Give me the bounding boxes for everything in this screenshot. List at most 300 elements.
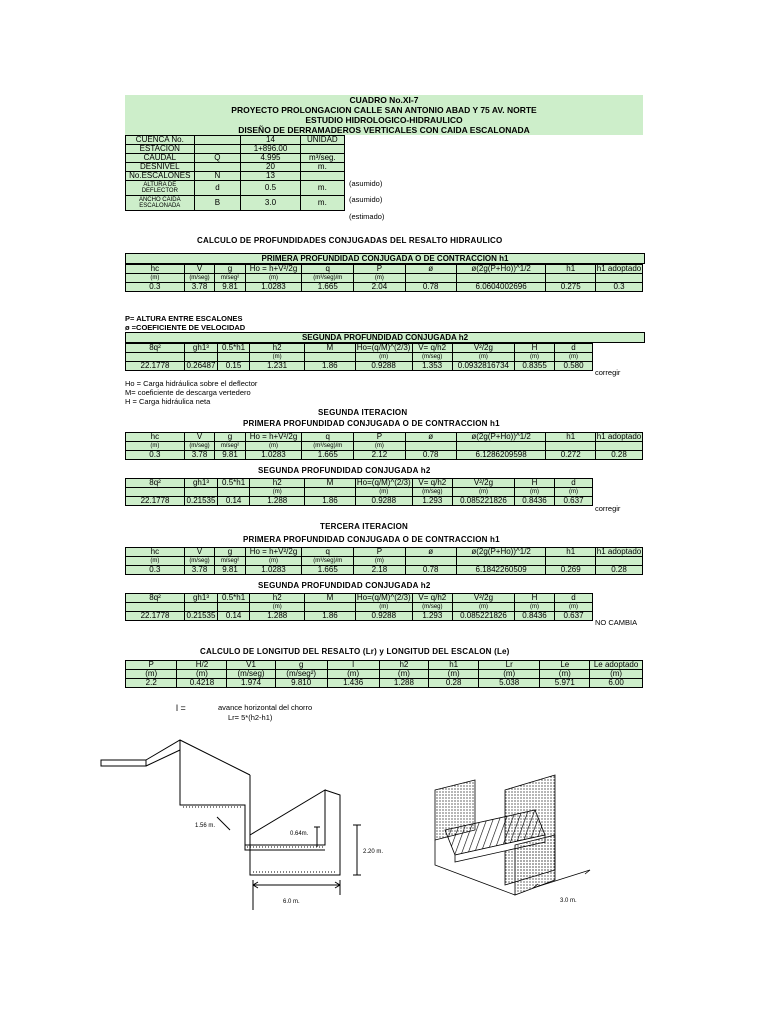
table-cell: (m): [126, 442, 185, 451]
table-cell: (m): [515, 603, 555, 612]
sheet-number: CUADRO No.XI-7: [349, 95, 419, 105]
table-cell: [217, 353, 249, 362]
table-cell: (m³/seg)/m: [302, 442, 354, 451]
first-depth-table-2: [125, 432, 643, 460]
correction-note-1: corregir: [595, 368, 621, 377]
table-cell: 1.436: [327, 679, 379, 688]
length-table: [125, 660, 643, 688]
table-cell: 6.0604002696: [456, 283, 546, 292]
data-row: [126, 283, 643, 292]
table-cell: 9.81: [215, 566, 245, 575]
table-cell: [217, 488, 249, 497]
first-depth-title-3: PRIMERA PROFUNDIDAD CONJUGADA O DE CONTRACCION h1: [243, 535, 500, 544]
table-cell: 1.0283: [245, 451, 302, 460]
table-cell: 6.00: [590, 679, 643, 688]
table-cell: [456, 557, 546, 566]
table-cell: 0.21535: [186, 611, 216, 620]
l-symbol: l =: [176, 703, 186, 713]
parameter-row: [126, 196, 345, 211]
table-cell: 1.0283: [245, 283, 302, 292]
table-cell: 1.353: [412, 362, 452, 371]
sheet-header: [125, 95, 643, 135]
study-title: ESTUDIO HIDROLOGICO-HIDRAULICO: [305, 115, 463, 125]
table-cell: 0.085221826: [452, 612, 514, 621]
table-cell: 1.293: [412, 497, 452, 506]
table-cell: (m): [250, 603, 305, 612]
table-cell: 0.3: [126, 451, 185, 460]
table-cell: m/seg²: [215, 442, 245, 451]
parameter-cell: B: [194, 196, 241, 211]
table-cell: P: [126, 661, 177, 670]
second-depth-table-2: [125, 478, 593, 506]
table-cell: m/seg²: [215, 557, 245, 566]
table-cell: (m/seg²): [275, 670, 327, 679]
table-cell: d: [555, 344, 593, 353]
table-cell: V: [184, 433, 215, 442]
table-cell: P: [354, 265, 405, 274]
table-cell: Lr: [479, 661, 540, 670]
table-cell: 0.78: [405, 283, 456, 292]
table-cell: 0.28: [429, 679, 479, 688]
parameter-cell: CAUDAL: [126, 154, 195, 163]
second-depth-table-3: [125, 593, 593, 621]
parameter-cell: m.: [300, 163, 344, 172]
section-title-conjugate: CALCULO DE PROFUNDIDADES CONJUGADAS DEL RESALTO HIDRAULICO: [197, 236, 503, 245]
table-cell: (m): [245, 274, 302, 283]
table-cell: (m): [515, 353, 555, 362]
table-cell: 0.272: [546, 451, 596, 460]
second-depth-title-2: SEGUNDA PROFUNDIDAD CONJUGADA h2: [258, 466, 431, 475]
table-cell: 2.2: [126, 679, 177, 688]
parameter-cell: 1+896.00: [241, 145, 301, 154]
parameter-row: [126, 154, 345, 163]
second-depth-table-1: [125, 343, 593, 371]
table-cell: Le adoptado: [590, 661, 643, 670]
table-cell: h1 adoptado: [596, 547, 642, 556]
table-cell: 22.1778: [126, 497, 185, 506]
table-cell: V= q/h2: [412, 344, 452, 353]
table-cell: 0.0932816734: [452, 362, 514, 371]
table-cell: (m): [354, 274, 405, 283]
table-cell: 1.288: [250, 497, 305, 506]
note-phi: ø =COEFICIENTE DE VELOCIDAD: [125, 323, 246, 332]
table-cell: (m): [452, 488, 514, 497]
table-cell: ø(2g(P+Ho))^1/2: [456, 265, 546, 274]
table-cell: 0.637: [555, 497, 593, 506]
first-depth-title-1: PRIMERA PROFUNDIDAD CONJUGADA O DE CONTRACCION h1: [125, 253, 645, 264]
dim-label-156: 1.56 m.: [195, 823, 216, 829]
table-cell: q: [302, 433, 354, 442]
table-cell: (m): [355, 603, 412, 612]
table-cell: h1: [546, 548, 596, 557]
table-cell: (m): [355, 353, 412, 362]
table-cell: 0.3: [596, 283, 643, 292]
table-cell: H: [515, 479, 555, 488]
table-cell: [126, 353, 185, 362]
table-cell: [456, 274, 546, 283]
table-cell: gh1³: [185, 344, 218, 353]
table-cell: 0.28: [596, 451, 643, 460]
second-iteration-title: SEGUNDA ITERACION: [318, 408, 408, 417]
table-cell: 1.665: [302, 451, 354, 460]
table-cell: (m/seg): [412, 488, 452, 497]
table-cell: 0.275: [546, 283, 596, 292]
units-row: [126, 670, 643, 679]
table-cell: gh1³: [185, 479, 218, 488]
table-cell: 0.28: [596, 566, 643, 575]
table-cell: 2.04: [354, 283, 405, 292]
table-cell: 6.1842260509: [456, 566, 546, 575]
table-cell: Ho=(q/M)^(2/3): [356, 343, 411, 352]
table-cell: 8q²: [126, 344, 185, 353]
table-cell: hc: [126, 433, 185, 442]
data-row: [126, 362, 593, 371]
project-title: PROYECTO PROLONGACION CALLE SAN ANTONIO ABAD Y 75 AV. NORTE: [231, 105, 537, 115]
units-row: [126, 488, 593, 497]
table-cell: P: [354, 548, 405, 557]
table-cell: 1.665: [302, 566, 354, 575]
spillway-profile-diagram: [95, 735, 425, 910]
table-cell: (m): [479, 670, 540, 679]
table-cell: (m³/seg)/m: [302, 274, 354, 283]
parameter-cell: ANCHO CAIDA ESCALONADA: [126, 196, 195, 211]
table-cell: h1: [546, 433, 596, 442]
table-cell: d: [555, 594, 593, 603]
parameter-cell: ESTACION: [126, 145, 195, 154]
table-cell: 2.12: [354, 451, 405, 460]
table-cell: (m³/seg)/m: [302, 557, 354, 566]
table-cell: 0.26487: [186, 361, 216, 370]
table-cell: m/seg²: [215, 274, 245, 283]
table-cell: V: [184, 548, 215, 557]
table-cell: 0.5*h1: [217, 344, 249, 353]
table-cell: (m): [250, 488, 305, 497]
table-cell: Le: [540, 661, 590, 670]
table-cell: 5.038: [479, 679, 540, 688]
table-cell: (m): [452, 603, 514, 612]
correction-note-2: corregir: [595, 504, 621, 513]
table-cell: (m): [429, 670, 479, 679]
header-row: [126, 479, 593, 488]
data-row: [126, 451, 643, 460]
table-cell: 0.3: [126, 283, 185, 292]
parameters-table: [125, 135, 345, 211]
parameter-cell: Q: [194, 154, 241, 163]
first-depth-table-1: [125, 264, 643, 292]
table-cell: (m): [354, 557, 405, 566]
third-iteration-title: TERCERA ITERACION: [320, 522, 408, 531]
table-cell: 0.14: [217, 612, 249, 621]
parameter-cell: UNIDAD: [300, 136, 344, 145]
parameter-cell: [194, 145, 241, 154]
table-cell: H/2: [177, 661, 227, 670]
table-cell: V: [184, 265, 215, 274]
table-cell: h1 adoptado: [596, 432, 642, 441]
dim-label-30: 3.0 m.: [560, 898, 577, 904]
table-cell: (m): [590, 670, 643, 679]
table-cell: (m): [327, 670, 379, 679]
table-cell: M: [305, 594, 356, 603]
table-cell: Ho = h+V²/2g: [245, 265, 302, 274]
table-cell: 1.231: [250, 362, 305, 371]
table-cell: Ho=(q/M)^(2/3): [356, 478, 411, 487]
table-cell: H: [515, 344, 555, 353]
table-cell: h2: [379, 661, 429, 670]
units-row: [126, 353, 593, 362]
note-ho: Ho = Carga hidráulica sobre el deflector: [125, 379, 258, 388]
table-cell: 1.0283: [245, 566, 302, 575]
table-cell: 1.86: [304, 362, 355, 371]
parameter-cell: m.: [300, 196, 344, 211]
table-cell: h2: [250, 594, 305, 603]
table-cell: V= q/h2: [412, 479, 452, 488]
parameter-row: [126, 163, 345, 172]
table-cell: g: [215, 265, 245, 274]
table-cell: l: [327, 661, 379, 670]
table-cell: [456, 442, 546, 451]
table-cell: [596, 442, 643, 451]
table-cell: 1.86: [305, 612, 356, 621]
data-row: [126, 612, 593, 621]
table-cell: 0.9288: [355, 497, 412, 506]
parameter-row: [126, 145, 345, 154]
table-cell: [126, 488, 185, 497]
table-cell: 0.085221826: [452, 497, 514, 506]
lr-formula: Lr= 5*(h2-h1): [228, 713, 273, 722]
table-cell: (m): [245, 442, 302, 451]
table-cell: [304, 353, 355, 362]
table-cell: 8q²: [126, 479, 185, 488]
table-cell: 5.971: [540, 679, 590, 688]
table-cell: (m): [250, 353, 305, 362]
table-cell: Ho=(q/M)^(2/3): [356, 593, 411, 602]
table-cell: 0.78: [405, 566, 456, 575]
table-cell: q: [302, 548, 354, 557]
parameter-cell: 13: [241, 172, 301, 181]
table-cell: M: [304, 344, 355, 353]
note-h: H = Carga hidráulica neta: [125, 397, 211, 406]
table-cell: [126, 603, 185, 612]
table-cell: V²/2g: [452, 479, 514, 488]
table-cell: Ho = h+V²/2g: [245, 548, 302, 557]
units-row: [126, 442, 643, 451]
table-cell: 2.18: [354, 566, 405, 575]
table-cell: ø(2g(P+Ho))^1/2: [456, 548, 546, 557]
header-row: [126, 594, 593, 603]
table-cell: 0.8355: [515, 362, 555, 371]
table-cell: 9.81: [215, 283, 245, 292]
length-title: CALCULO DE LONGITUD DEL RESALTO (Lr) y LONGITUD DEL ESCALON (Le): [200, 647, 510, 656]
first-depth-table-3: [125, 547, 643, 575]
table-cell: d: [555, 479, 593, 488]
table-cell: (m): [126, 274, 185, 283]
header-row: [126, 433, 643, 442]
table-cell: (m): [245, 557, 302, 566]
isometric-step-diagram: [415, 770, 595, 910]
table-cell: 1.86: [305, 497, 356, 506]
table-cell: 0.3: [126, 566, 185, 575]
table-cell: [546, 442, 596, 451]
table-cell: [596, 274, 643, 283]
parameter-row: [126, 136, 345, 145]
table-cell: ø: [405, 433, 456, 442]
table-cell: [596, 557, 643, 566]
parameter-cell: m³/seg.: [300, 154, 344, 163]
note-p: P= ALTURA ENTRE ESCALONES: [125, 314, 243, 323]
table-cell: h2: [250, 344, 305, 353]
table-cell: 1.974: [227, 679, 275, 688]
table-cell: 9.81: [215, 451, 245, 460]
parameter-cell: No.ESCALONES: [126, 172, 195, 181]
table-cell: 0.637: [555, 612, 593, 621]
table-cell: 1.288: [250, 612, 305, 621]
parameter-cell: 20: [241, 163, 301, 172]
dim-label-60: 6.0 m.: [283, 899, 300, 905]
table-cell: 8q²: [126, 594, 185, 603]
table-cell: (m/seg): [184, 442, 215, 451]
table-cell: g: [275, 661, 327, 670]
table-cell: Ho = h+V²/2g: [245, 433, 302, 442]
no-change-note: NO CAMBIA: [595, 618, 638, 627]
table-cell: 0.9288: [355, 362, 412, 371]
estimated-note: (estimado): [349, 212, 385, 221]
table-cell: (m): [555, 353, 593, 362]
l-description: avance horizontal del chorro: [218, 703, 313, 712]
table-cell: 3.78: [184, 283, 215, 292]
second-depth-title-3: SEGUNDA PROFUNDIDAD CONJUGADA h2: [258, 581, 431, 590]
header-row: [126, 548, 643, 557]
table-cell: 0.5*h1: [217, 479, 249, 488]
table-cell: 6.1286209598: [456, 451, 546, 460]
table-cell: 0.8436: [515, 612, 555, 621]
table-cell: (m): [354, 442, 405, 451]
table-cell: 9.810: [275, 679, 327, 688]
table-cell: ø(2g(P+Ho))^1/2: [456, 433, 546, 442]
parameter-cell: [194, 136, 241, 145]
table-cell: h1: [429, 661, 479, 670]
table-cell: 3.78: [184, 451, 215, 460]
parameter-cell: [300, 172, 344, 181]
table-cell: 1.293: [412, 612, 452, 621]
units-row: [126, 557, 643, 566]
units-row: [126, 274, 643, 283]
table-cell: h2: [250, 479, 305, 488]
table-cell: V1: [227, 661, 275, 670]
dim-label-064: 0.64m.: [290, 831, 309, 837]
table-cell: h1: [546, 265, 596, 274]
design-title: DISEÑO DE DERRAMADEROS VERTICALES CON CAIDA ESCALONADA: [238, 125, 530, 135]
data-row: [126, 566, 643, 575]
table-cell: (m): [515, 488, 555, 497]
table-cell: gh1³: [185, 594, 218, 603]
parameter-cell: 4.995: [241, 154, 301, 163]
assumed-note-1: (asumido): [349, 179, 383, 188]
header-row: [126, 661, 643, 670]
second-depth-title-1: SEGUNDA PROFUNDIDAD CONJUGADA h2: [125, 332, 645, 343]
table-cell: q: [302, 265, 354, 274]
table-cell: (m): [452, 353, 514, 362]
table-cell: [546, 557, 596, 566]
table-cell: (m): [555, 603, 593, 612]
note-m: M= coeficiente de descarga vertedero: [125, 388, 251, 397]
first-depth-title-2: PRIMERA PROFUNDIDAD CONJUGADA O DE CONTRACCION h1: [243, 419, 500, 428]
dim-label-220: 2.20 m.: [363, 849, 384, 855]
table-cell: (m): [555, 488, 593, 497]
table-cell: (m/seg): [227, 670, 275, 679]
parameter-cell: 0.5: [241, 181, 301, 196]
table-cell: 1.288: [379, 679, 429, 688]
table-cell: 0.269: [546, 566, 596, 575]
table-cell: [546, 274, 596, 283]
table-cell: P: [354, 433, 405, 442]
table-cell: (m/seg): [184, 557, 215, 566]
table-cell: [185, 488, 218, 497]
table-cell: H: [515, 594, 555, 603]
table-cell: (m): [379, 670, 429, 679]
data-row: [126, 679, 643, 688]
parameter-cell: 3.0: [241, 196, 301, 211]
table-cell: (m): [126, 557, 185, 566]
table-cell: (m/seg): [412, 603, 452, 612]
assumed-note-2: (asumido): [349, 195, 383, 204]
header-row: [126, 265, 643, 274]
table-cell: 0.21535: [186, 496, 216, 505]
table-cell: g: [215, 433, 245, 442]
table-cell: (m): [177, 670, 227, 679]
table-cell: 3.78: [184, 566, 215, 575]
table-cell: 22.1778: [126, 612, 185, 621]
table-cell: V²/2g: [452, 594, 514, 603]
table-cell: h1 adoptado: [596, 264, 642, 273]
table-cell: V= q/h2: [412, 594, 452, 603]
parameter-cell: 14: [241, 136, 301, 145]
parameter-cell: CUENCA No.: [126, 136, 195, 145]
table-cell: 0.78: [405, 451, 456, 460]
table-cell: [305, 488, 356, 497]
table-cell: 0.14: [217, 497, 249, 506]
table-cell: 0.4218: [177, 679, 227, 688]
table-cell: [405, 442, 456, 451]
table-cell: 0.5*h1: [217, 594, 249, 603]
table-cell: 22.1778: [126, 362, 185, 371]
table-cell: [405, 274, 456, 283]
table-cell: g: [215, 548, 245, 557]
table-cell: (m): [355, 488, 412, 497]
parameter-row: [126, 181, 345, 196]
table-cell: [405, 557, 456, 566]
table-cell: (m): [126, 670, 177, 679]
table-cell: hc: [126, 265, 185, 274]
table-cell: ø: [405, 548, 456, 557]
table-cell: [185, 603, 218, 612]
parameter-cell: ALTURA DE DEFLECTOR: [126, 181, 195, 196]
table-cell: [305, 603, 356, 612]
parameter-cell: DESNIVEL: [126, 163, 195, 172]
table-cell: hc: [126, 548, 185, 557]
table-cell: 0.9288: [355, 612, 412, 621]
table-cell: 0.15: [217, 362, 249, 371]
parameter-cell: N: [194, 172, 241, 181]
table-cell: M: [305, 479, 356, 488]
table-cell: (m/seg): [184, 274, 215, 283]
table-cell: (m/seg): [412, 353, 452, 362]
table-cell: (m): [540, 670, 590, 679]
units-row: [126, 603, 593, 612]
parameter-cell: [300, 145, 344, 154]
parameter-cell: d: [194, 181, 241, 196]
parameter-row: [126, 172, 345, 181]
table-cell: [185, 353, 218, 362]
